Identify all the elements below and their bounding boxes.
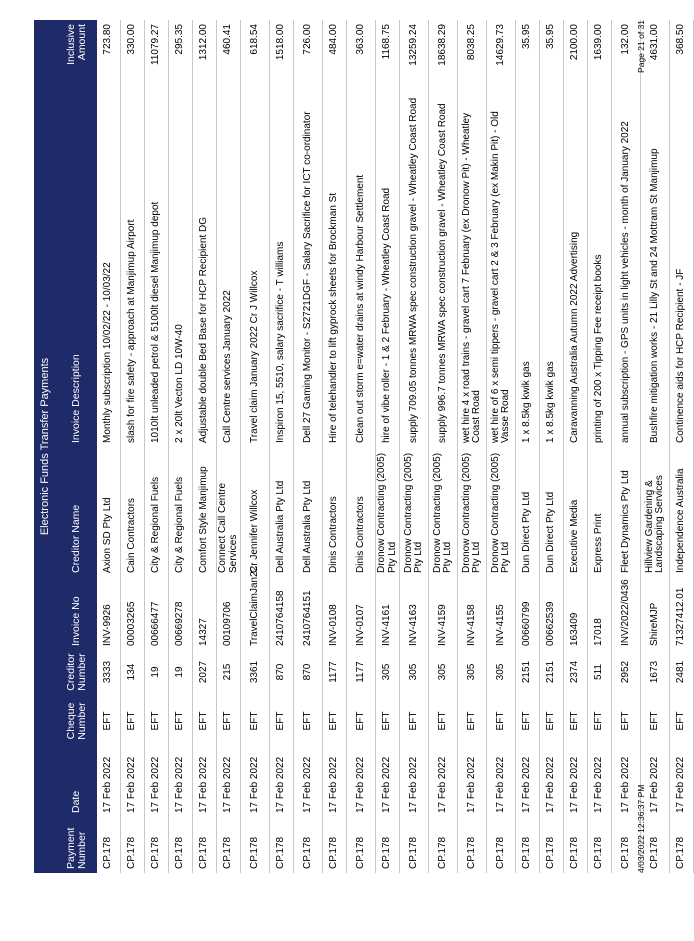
cell-cheque-number: EFT	[328, 711, 340, 731]
cell-inclusive-amount: 18638.29	[436, 24, 448, 66]
cell-invoice-no: INV-4163	[407, 604, 419, 646]
cell-payment-number: CP.178	[222, 836, 234, 869]
cell-invoice-no: 00660799	[521, 601, 533, 646]
cell-creditor-number: 870	[301, 663, 313, 681]
table-row	[241, 20, 270, 873]
cell-invoice-description: hire of vibe roller - 1 & 2 February - Wheatley Coast Road	[381, 187, 393, 443]
table-row	[217, 20, 241, 873]
cell-creditor-name: Cain Contractors	[126, 497, 138, 573]
cell-date: 17 Feb 2022	[301, 756, 313, 813]
cell-payment-number: CP.178	[545, 836, 557, 869]
cell-date: 17 Feb 2022	[407, 756, 419, 813]
cell-invoice-description: wet hire of 6 x semi tippers - gravel cart 2 & 3 February (ex Makin Pit) - Old Vasse Road	[489, 111, 511, 443]
cell-date: 17 Feb 2022	[675, 756, 687, 813]
cell-creditor-number: 1673	[648, 660, 660, 684]
cell-creditor-name: Cr Jennifer Willcox	[248, 489, 260, 573]
header-inclusive-amount: Inclusive Amount	[64, 24, 88, 65]
cell-inclusive-amount: 330.00	[126, 24, 138, 55]
cell-invoice-description: supply 996.7 tonnes MRWA spec construction gravel - Wheatley Coast Road	[436, 103, 448, 443]
cell-date: 17 Feb 2022	[494, 756, 506, 813]
cell-invoice-description: Call Centre services January 2022	[222, 290, 234, 443]
print-timestamp: 4/03/2022 12:36:37 PM	[636, 784, 646, 873]
table-row	[429, 20, 458, 873]
cell-creditor-name: Connect Call Centre Services	[217, 482, 239, 573]
cell-cheque-number: EFT	[593, 711, 605, 731]
cell-payment-number: CP.178	[436, 836, 448, 869]
cell-creditor-name: Dell Australia Pty Ltd	[275, 480, 287, 573]
cell-invoice-description: supply 709.05 tonnes MRWA spec construction gravel - Wheatley Coast Road	[407, 97, 419, 443]
table-header	[56, 20, 97, 873]
table-row	[97, 20, 121, 873]
cell-date: 17 Feb 2022	[354, 756, 366, 813]
cell-cheque-number: EFT	[174, 711, 186, 731]
table-row	[487, 20, 516, 873]
table-row	[458, 20, 487, 873]
cell-cheque-number: EFT	[436, 711, 448, 731]
cell-cheque-number: EFT	[521, 711, 533, 731]
cell-invoice-description: Travel claim January 2022 Cr J Willcox	[248, 270, 260, 443]
cell-creditor-name: Dronow Contracting (2005) Pty Ltd	[376, 452, 398, 573]
cell-date: 17 Feb 2022	[569, 756, 581, 813]
cell-cheque-number: EFT	[494, 711, 506, 731]
cell-invoice-no: INV-4158	[465, 604, 477, 646]
cell-creditor-name: Dell Australia Pty Ltd	[301, 480, 313, 573]
cell-creditor-name: Executive Media	[569, 499, 581, 573]
cell-inclusive-amount: 1518.00	[275, 24, 287, 61]
table-row	[294, 20, 323, 873]
table-row	[323, 20, 347, 873]
cell-payment-number: CP.178	[407, 836, 419, 869]
cell-date: 17 Feb 2022	[126, 756, 138, 813]
table-row	[641, 20, 670, 873]
cell-creditor-number: 511	[593, 664, 605, 680]
cell-creditor-name: Express Print	[593, 513, 605, 573]
cell-creditor-name: Dronow Contracting (2005) Pty Ltd	[431, 452, 453, 573]
cell-creditor-number: 19	[150, 666, 162, 678]
cell-date: 17 Feb 2022	[150, 756, 162, 813]
cell-cheque-number: EFT	[275, 711, 287, 731]
table-row	[612, 20, 641, 873]
cell-cheque-number: EFT	[407, 711, 419, 731]
table-row	[270, 20, 294, 873]
cell-invoice-no: 14327	[198, 618, 210, 646]
cell-invoice-no: 00109706	[222, 601, 234, 646]
cell-date: 17 Feb 2022	[198, 756, 210, 813]
cell-invoice-no: 00669278	[174, 601, 186, 646]
cell-creditor-name: Dinis Contractors	[328, 496, 340, 573]
cell-creditor-name: Dronow Contracting (2005) Pty Ltd	[402, 452, 424, 573]
table-row	[121, 20, 145, 873]
cell-inclusive-amount: 11079.27	[150, 24, 162, 65]
cell-creditor-number: 3361	[248, 660, 260, 684]
cell-creditor-number: 2151	[521, 660, 533, 684]
cell-inclusive-amount: 295.35	[174, 24, 186, 55]
cell-payment-number: CP.178	[675, 836, 687, 869]
cell-creditor-name: Axion SD Pty Ltd	[102, 497, 114, 573]
cell-inclusive-amount: 1312.00	[198, 24, 210, 61]
cell-inclusive-amount: 1639.00	[593, 24, 605, 61]
cell-creditor-name: City & Regional Fuels	[174, 476, 186, 573]
cell-invoice-description: Monthly subscription 10/02/22 - 10/03/22	[102, 262, 114, 443]
table-row	[169, 20, 193, 873]
cell-payment-number: CP.178	[593, 836, 605, 869]
cell-creditor-number: 1177	[354, 661, 366, 683]
cell-creditor-name: Dronow Contracting (2005) Pty Ltd	[460, 452, 482, 573]
cell-inclusive-amount: 484.00	[328, 24, 340, 55]
cell-cheque-number: EFT	[381, 711, 393, 731]
cell-cheque-number: EFT	[126, 711, 138, 731]
cell-invoice-no: 2410764158	[275, 590, 287, 646]
cell-invoice-description: 1 x 8.5kg kwik gas	[521, 361, 533, 443]
cell-cheque-number: EFT	[354, 711, 366, 731]
cell-creditor-number: 2027	[198, 660, 210, 684]
cell-creditor-number: 305	[465, 663, 477, 681]
cell-inclusive-amount: 460.41	[222, 24, 234, 55]
cell-invoice-no: INV-0107	[354, 604, 366, 646]
cell-date: 17 Feb 2022	[381, 756, 393, 813]
cell-invoice-description: Adjustable double Bed Base for HCP Recipient DG	[198, 216, 210, 443]
table-row	[564, 20, 588, 873]
cell-invoice-description: Caravanning Australia Autumn 2022 Advertising	[569, 231, 581, 443]
cell-date: 17 Feb 2022	[102, 756, 114, 813]
cell-cheque-number: EFT	[648, 711, 660, 731]
cell-date: 17 Feb 2022	[275, 756, 287, 813]
cell-payment-number: CP.178	[198, 836, 210, 869]
cell-invoice-no: TravelClaimJan22	[248, 565, 260, 646]
cell-date: 17 Feb 2022	[619, 756, 631, 813]
cell-date: 17 Feb 2022	[222, 756, 234, 813]
cell-invoice-description: 1010lt unleaded petrol & 5100lt diesel Manjimup depot	[150, 201, 162, 443]
cell-date: 17 Feb 2022	[521, 756, 533, 813]
cell-payment-number: CP.178	[301, 836, 313, 869]
cell-payment-number: CP.178	[569, 836, 581, 869]
cell-inclusive-amount: 132.00	[619, 24, 631, 55]
cell-creditor-number: 134	[126, 663, 138, 681]
cell-invoice-no: INV-9926	[102, 604, 114, 646]
cell-invoice-no: 71327412.01	[675, 587, 687, 646]
cell-payment-number: CP.178	[248, 836, 260, 869]
cell-invoice-no: 2410764151	[301, 590, 313, 646]
cell-invoice-no: INV/2022/0436	[619, 579, 631, 646]
cell-inclusive-amount: 14629.73	[494, 24, 506, 66]
cell-inclusive-amount: 726.00	[301, 24, 313, 55]
cell-date: 17 Feb 2022	[174, 756, 186, 813]
cell-payment-number: CP.178	[381, 836, 393, 869]
cell-cheque-number: EFT	[675, 711, 687, 731]
table-row	[347, 20, 376, 873]
table-row	[193, 20, 217, 873]
cell-date: 17 Feb 2022	[648, 756, 660, 813]
cell-invoice-description: wet hire 4 x road trains - gravel cart 7 February (ex Dronow Pit) - Wheatley Coast Road	[460, 112, 482, 443]
cell-creditor-number: 305	[494, 663, 506, 681]
table-row	[516, 20, 540, 873]
cell-payment-number: CP.178	[102, 836, 114, 869]
cell-cheque-number: EFT	[619, 711, 631, 731]
cell-creditor-name: Dun Direct Pty Ltd	[545, 491, 557, 573]
table-row	[145, 20, 169, 873]
cell-payment-number: CP.178	[494, 836, 506, 869]
table-row	[400, 20, 429, 873]
cell-creditor-number: 2481	[675, 660, 687, 684]
cell-creditor-number: 215	[222, 663, 234, 681]
cell-creditor-name: Hillview Gardening & Landscaping Services	[643, 475, 665, 573]
cell-creditor-name: Independence Australia	[675, 468, 687, 573]
cell-invoice-description: Dell 27 Gaming Monitor - S2721DGF - Salary Sacrifice for ICT co-ordinator	[301, 111, 313, 443]
cell-creditor-name: Fleet Dynamics Pty Ltd	[619, 470, 631, 573]
cell-invoice-description: 2 x 20lt Vecton LD 10W-40	[174, 324, 186, 443]
cell-invoice-no: 17018	[593, 618, 605, 646]
cell-date: 17 Feb 2022	[465, 756, 477, 813]
cell-invoice-no: 00662539	[545, 601, 557, 646]
cell-inclusive-amount: 35.95	[521, 24, 533, 50]
cell-inclusive-amount: 4631.00	[648, 24, 660, 61]
cell-inclusive-amount: 723.80	[102, 24, 114, 55]
cell-cheque-number: EFT	[222, 711, 234, 731]
cell-invoice-description: printing of 200 x Tipping Fee receipt books	[593, 254, 605, 443]
table-body	[97, 20, 694, 873]
cell-invoice-description: Clean out storm e=water drains at windy Harbour Settlement	[354, 174, 366, 443]
cell-invoice-description: Continence aids for HCP Recipient - JF	[675, 268, 687, 443]
cell-creditor-name: Dun Direct Pty Ltd	[521, 491, 533, 573]
page-number: Page 21 of 31	[636, 20, 646, 73]
cell-creditor-number: 2151	[545, 660, 557, 684]
cell-payment-number: CP.178	[328, 836, 340, 869]
cell-payment-number: CP.178	[648, 836, 660, 869]
cell-payment-number: CP.178	[126, 836, 138, 869]
cell-creditor-number: 2374	[569, 660, 581, 684]
cell-creditor-number: 305	[381, 663, 393, 681]
cell-invoice-description: slash for fire safety - approach at Manjimup Airport	[126, 219, 138, 443]
cell-cheque-number: EFT	[465, 711, 477, 731]
cell-invoice-description: Inspiron 15, 5510, salary sacrifice - T williams	[275, 241, 287, 443]
cell-cheque-number: EFT	[198, 711, 210, 731]
cell-date: 17 Feb 2022	[545, 756, 557, 813]
cell-payment-number: CP.178	[521, 836, 533, 869]
cell-creditor-number: 2952	[619, 660, 631, 684]
table-row	[376, 20, 400, 873]
cell-creditor-name: Comfort Style Manjimup	[198, 466, 210, 573]
cell-creditor-name: City & Regional Fuels	[150, 476, 162, 573]
cell-inclusive-amount: 35.95	[545, 24, 557, 50]
report-title: Electronic Funds Transfer Payments	[34, 20, 56, 873]
cell-payment-number: CP.178	[465, 836, 477, 869]
cell-invoice-no: INV-0108	[328, 604, 340, 646]
cell-invoice-description: annual subscription - GPS units in light vehicles - month of January 2022	[619, 121, 631, 443]
cell-inclusive-amount: 368.50	[675, 24, 687, 55]
cell-invoice-description: Bushfire mitigation works - 21 Lilly St and 24 Mottram St Manjimup	[648, 148, 660, 443]
cell-invoice-no: 163409	[569, 612, 581, 646]
cell-payment-number: CP.178	[619, 836, 631, 869]
cell-payment-number: CP.178	[174, 836, 186, 869]
cell-payment-number: CP.178	[150, 836, 162, 869]
header-cheque-number: Cheque Number	[64, 702, 88, 740]
cell-creditor-number: 305	[407, 663, 419, 681]
cell-invoice-no: ShireMJP	[648, 602, 660, 646]
cell-cheque-number: EFT	[102, 711, 114, 731]
cell-date: 17 Feb 2022	[248, 756, 260, 813]
table-row	[588, 20, 612, 873]
header-creditor-name: Creditor Name	[70, 504, 82, 573]
cell-creditor-name: Dronow Contracting (2005) Pty Ltd	[489, 452, 511, 573]
cell-creditor-number: 305	[436, 663, 448, 681]
header-payment-number: Payment Number	[64, 827, 88, 869]
cell-inclusive-amount: 8038.25	[465, 24, 477, 61]
header-invoice-no: Invoice No	[70, 596, 82, 646]
cell-cheque-number: EFT	[301, 711, 313, 731]
header-creditor-number: Creditor Number	[64, 653, 88, 691]
table-row	[540, 20, 564, 873]
cell-invoice-no: 00003265	[126, 601, 138, 646]
cell-inclusive-amount: 13259.24	[407, 24, 419, 66]
cell-creditor-name: Dinis Contractors	[354, 496, 366, 573]
cell-inclusive-amount: 363.00	[354, 24, 366, 55]
cell-invoice-no: 00666477	[150, 601, 162, 646]
table-row	[670, 20, 694, 873]
cell-invoice-no: INV-4159	[436, 604, 448, 646]
cell-date: 17 Feb 2022	[328, 756, 340, 813]
cell-invoice-description: 1 x 8.5kg kwik gas	[545, 361, 557, 443]
cell-date: 17 Feb 2022	[436, 756, 448, 813]
cell-inclusive-amount: 2100.00	[569, 24, 581, 61]
cell-cheque-number: EFT	[569, 711, 581, 731]
cell-payment-number: CP.178	[354, 836, 366, 869]
header-date: Date	[70, 790, 82, 813]
cell-inclusive-amount: 1168.75	[381, 24, 393, 60]
cell-cheque-number: EFT	[150, 711, 162, 731]
cell-payment-number: CP.178	[275, 836, 287, 869]
cell-invoice-description: Hire of telehandler to lift gyprock sheets for Brockman St	[328, 192, 340, 443]
header-invoice-description: Invoice Description	[70, 354, 82, 443]
cell-inclusive-amount: 618.54	[248, 24, 260, 55]
cell-creditor-number: 1177	[328, 661, 340, 683]
cell-creditor-number: 870	[275, 663, 287, 681]
cell-date: 17 Feb 2022	[593, 756, 605, 813]
cell-invoice-no: INV-4161	[381, 604, 393, 646]
cell-cheque-number: EFT	[248, 711, 260, 731]
cell-creditor-number: 19	[174, 666, 186, 678]
cell-creditor-number: 3333	[102, 660, 114, 684]
cell-cheque-number: EFT	[545, 711, 557, 731]
cell-invoice-no: INV-4155	[494, 604, 506, 646]
